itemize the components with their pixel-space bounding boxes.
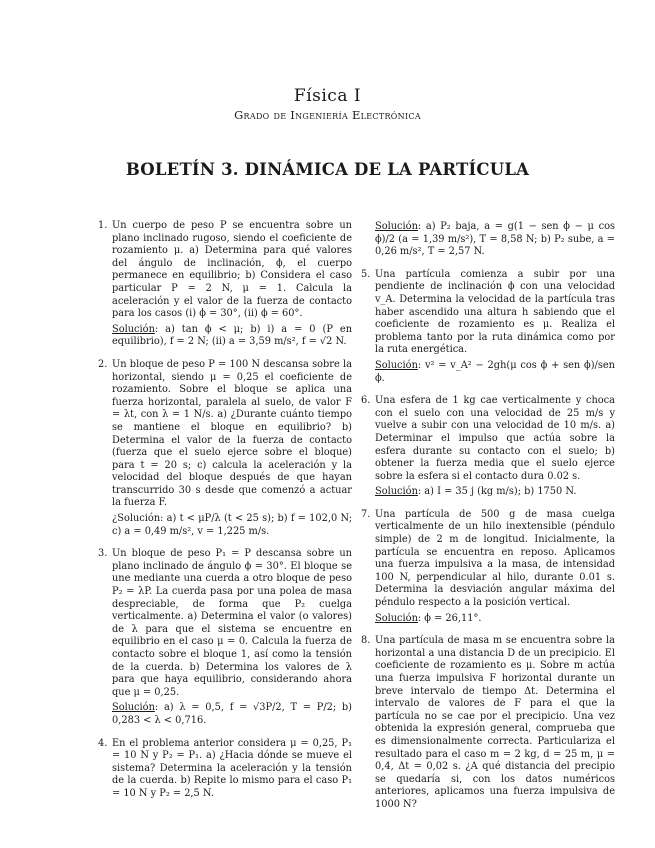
degree-subtitle: Grado de Ingeniería Electrónica xyxy=(234,108,421,122)
problem-4-solution xyxy=(361,221,615,259)
problem-text: Un cuerpo de peso P se encuentra sobre un plano inclinado rugoso, siendo el coeficiente de rozamiento μ. a) Determina para qué valores del ángulo de inclinación, ϕ, el cuerpo permanece en equilibrio; b) Considera el caso particular P = 2 N, μ = 1. Calcula la aceleración y el valor de la fuerza de contacto para los casos (i) ϕ = 30°, (ii) ϕ = 60°. xyxy=(112,220,352,320)
problem-text: Una partícula comienza a subir por una pendiente de inclinación ϕ con una velocidad v_A. Determina la velocidad de la partícula tras haber ascendido una altura h sabiendo que el coeficiente de rozamiento es μ. Realiza el problema tanto por la ruta dinámica como por la ruta energética. xyxy=(375,268,615,356)
solution-text: : a) λ = 0,5, f = √3P/2, T = P/2; b) 0,283 < λ < 0,716. xyxy=(112,702,352,726)
problem-4 xyxy=(98,738,352,801)
course-title: Física I xyxy=(293,86,362,106)
problem-8 xyxy=(361,635,615,811)
solution-text: : ϕ = 26,11°. xyxy=(417,612,482,624)
solution-text: : a) I = 35 j (kg m/s); b) 1750 N. xyxy=(417,486,577,498)
problem-number: 5. xyxy=(361,268,371,280)
problem-7 xyxy=(361,509,615,625)
solution-text: : a) P₂ baja, a = g(1 − sen ϕ − μ cos ϕ)/2 (a = 1,39 m/s²), T = 8,58 N; b) P₂ sube, a = 0,26 m/s², T = 2,57 N. xyxy=(375,221,615,258)
solution-label: Solución xyxy=(375,612,418,624)
problem-6 xyxy=(361,395,615,499)
solution-label: Solución xyxy=(112,702,155,714)
problem-number: 3. xyxy=(98,548,108,560)
problem-number: 2. xyxy=(98,358,108,370)
solution-label: ¿Solución xyxy=(112,513,161,525)
problem-number: 6. xyxy=(361,395,371,407)
solution xyxy=(375,486,615,499)
problem-number: 1. xyxy=(98,220,108,231)
problem-number: 4. xyxy=(98,737,108,749)
solution xyxy=(112,702,352,727)
solution xyxy=(375,360,615,385)
right-column xyxy=(361,221,615,822)
left-column xyxy=(98,220,352,811)
solution-label: Solución xyxy=(375,221,418,232)
problem-5 xyxy=(361,269,615,385)
solution xyxy=(112,513,352,538)
problem-number: 7. xyxy=(361,508,371,520)
problem-text: Un bloque de peso P₁ = P descansa sobre un plano inclinado de ángulo ϕ = 30°. El bloque se une mediante una cuerda a otro bloque de peso P₂ = λP. La cuerda pasa por una polea de masa despreciable, de forma que P₂ cuelga verticalmente. a) Determina el valor (o valores) de λ para que el sistema se encuentre en equilibrio en el caso μ = 0. Calcula la fuerza de contacto sobre el bloque 1, así como la tensión de la cuerda. b) Determina los valores de λ para que haya equilibrio, considerando ahora que μ = 0,25. xyxy=(112,548,352,698)
solution-label: Solución xyxy=(375,486,418,498)
solution-text: : a) t < μP/λ (t < 25 s); b) f = 102,0 N; c) a = 0,49 m/s², v = 1,225 m/s. xyxy=(112,513,352,537)
solution xyxy=(112,324,352,349)
problem-text: Una partícula de 500 g de masa cuelga verticalmente de un hilo inextensible (péndulo simple) de 2 m de longitud. Inicialmente, la partícula se encuentra en reposo. Aplicamos una fuerza impulsiva a la masa, de intensidad 100 N, perpendicular al hilo, durante 0.01 s. Determina la desviación angular máxima del péndulo respecto a la posición vertical. xyxy=(375,508,615,609)
problem-text: Una partícula de masa m se encuentra sobre la horizontal a una distancia D de un precipicio. El coeficiente de rozamiento es μ. Sobre m actúa una fuerza impulsiva F horizontal durante un breve intervalo de tiempo Δt. Determina el intervalo de valores de F para el que la partícula no se cae por el precipicio. Una vez obtenida la expresión general, comprueba que es dimensionalmente correcta. Particulariza el resultado para el caso m = 2 kg, d = 25 m, μ = 0,4, Δt = 0,02 s. ¿A qué distancia del precipio se quedaría si, con los datos numéricos anteriores, aplicamos una fuerza impulsiva de 1000 N? xyxy=(375,635,615,810)
problem-1 xyxy=(98,220,352,349)
problem-3 xyxy=(98,548,352,727)
problem-text: Un bloque de peso P = 100 N descansa sobre la horizontal, siendo μ = 0,25 el coeficiente de rozamiento. Sobre el bloque se aplica una fuerza horizontal, paralela al suelo, de valor F = λt, con λ = 1 N/s. a) ¿Durante cuánto tiempo se mantiene el bloque en equilibrio? b) Determina el valor de la fuerza de contacto (fuerza que el suelo ejerce sobre el bloque) para t = 20 s; c) calcula la aceleración y la velocidad del bloque después de que hayan transcurrido 30 s desde que comenzó a actuar la fuerza F. xyxy=(112,358,352,509)
problem-number: 8. xyxy=(361,635,371,647)
solution-label: Solución xyxy=(112,323,155,335)
solution-text: : a) tan ϕ < μ; b) i) a = 0 (P en equilibrio), f = 2 N; (ii) a = 3,59 m/s², f = √2 N. xyxy=(112,323,352,348)
document-title: BOLETÍN 3. DINÁMICA DE LA PARTÍCULA xyxy=(125,160,530,179)
problem-text: Una esfera de 1 kg cae verticalmente y choca con el suelo con una velocidad de 25 m/s y vuelve a subir con una velocidad de 10 m/s. a) Determinar el impulso que actúa sobre la esfera durante su contacto con el suelo; b) obtener la fuerza media que el suelo ejerce sobre la esfera si el contacto dura 0.02 s. xyxy=(375,395,615,482)
solution xyxy=(375,613,615,626)
problem-text: En el problema anterior considera μ = 0,25, P₁ = 10 N y P₂ = P₁. a) ¿Hacia dónde se mueve el sistema? Determina la aceleración y la tensión de la cuerda. b) Repite lo mismo para el caso P₁ = 10 N y P₂ = 2,5 N. xyxy=(112,737,352,799)
solution-label: Solución xyxy=(375,359,418,371)
solution-text: : v² = v_A² − 2gh(μ cos ϕ + sen ϕ)/sen ϕ. xyxy=(375,359,615,384)
problem-2 xyxy=(98,359,352,538)
